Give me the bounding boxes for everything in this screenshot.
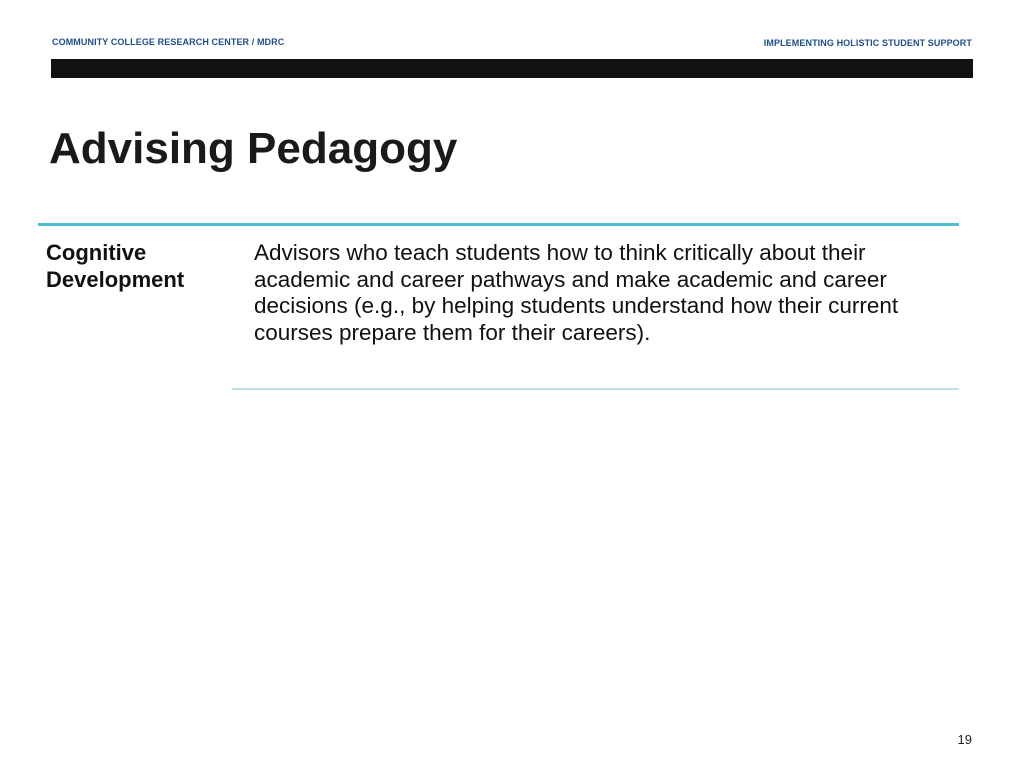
row-description: Advisors who teach students how to think critically about their academic and career pathways and make academic and career decisions (e.g., by helping students understand how their current courses prepare them for their careers).: [254, 240, 899, 345]
row-label-line2: Development: [46, 267, 185, 292]
header-left-text: COMMUNITY COLLEGE RESEARCH CENTER / MDRC: [52, 37, 285, 47]
header-right-text: IMPLEMENTING HOLISTIC STUDENT SUPPORT: [763, 38, 972, 48]
slide-title: Advising Pedagogy: [49, 124, 458, 173]
bottom-divider: [232, 388, 959, 390]
header-bar: [51, 59, 973, 78]
row-label: [46, 239, 226, 293]
page-number: 19: [957, 732, 972, 747]
top-divider: [38, 223, 959, 226]
row-label-line1: Cognitive: [46, 240, 147, 265]
